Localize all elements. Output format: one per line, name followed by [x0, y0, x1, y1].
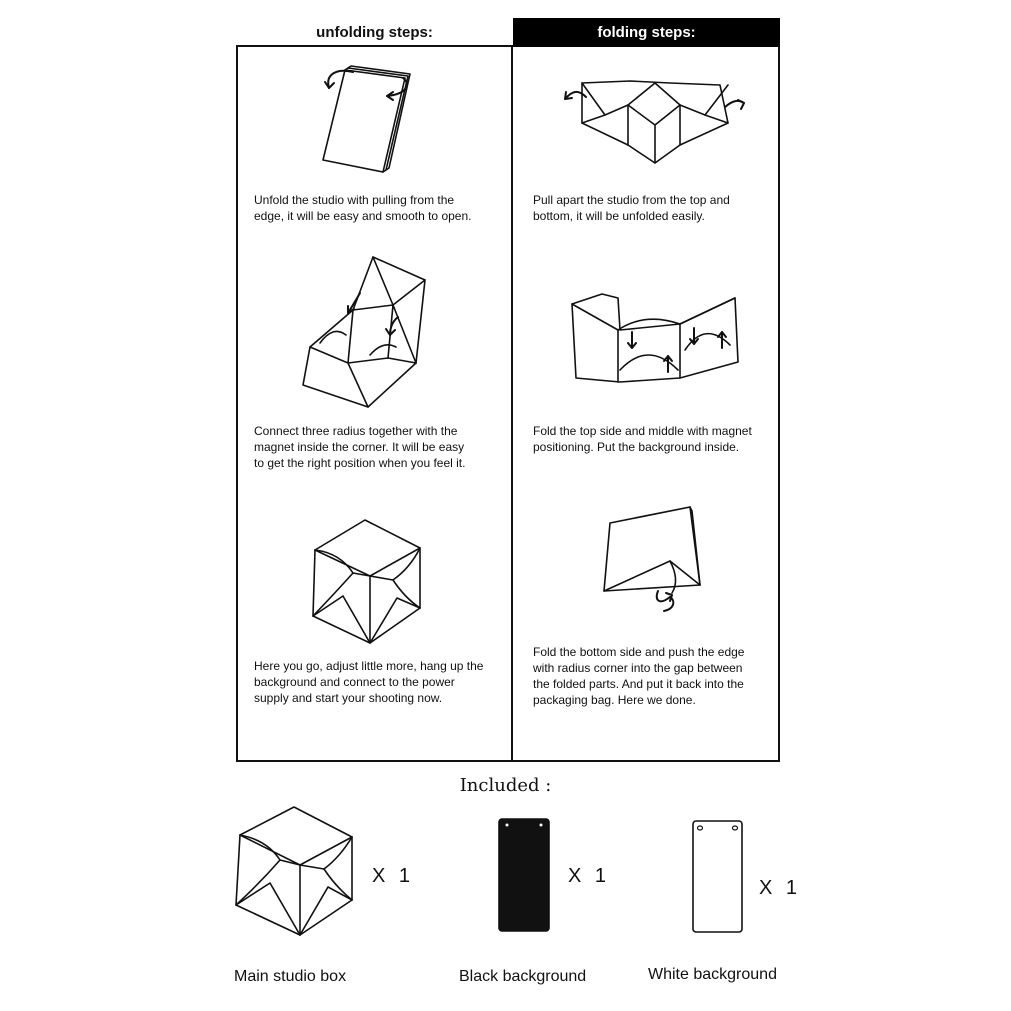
white-background-icon — [692, 820, 744, 935]
fold-step-2-illustration — [570, 290, 740, 385]
unfold-step-1-text: Unfold the studio with pulling from the edge, it will be easy and smooth to open. — [254, 193, 472, 223]
fold-step-1-text: Pull apart the studio from the top and bottom, it will be unfolded easily. — [533, 193, 730, 223]
studio-box-label: Main studio box — [234, 968, 347, 985]
fold-step-1-illustration — [560, 75, 750, 170]
unfold-step-2-text: Connect three radius together with the magnet inside the corner. It will be easy to get the right position when you feel it. — [254, 424, 466, 470]
studio-box-icon — [232, 805, 357, 940]
unfold-step-3-illustration — [305, 518, 425, 648]
unfold-step-1-illustration — [315, 62, 415, 177]
black-background-label: Black background — [459, 968, 587, 985]
unfold-step-3-text: Here you go, adjust little more, hang up the background and connect to the power supply and start your shooting now. — [254, 659, 484, 705]
column-divider — [511, 18, 513, 762]
white-background-qty: X 1 — [759, 877, 802, 899]
fold-step-2-text: Fold the top side and middle with magnet positioning. Put the background inside. — [533, 424, 752, 454]
fold-step-3-text: Fold the bottom side and push the edge with radius corner into the gap between the folded parts. And put it back into the packaging bag. Here we done. — [533, 645, 745, 707]
fold-step-3-illustration — [600, 505, 705, 615]
black-background-icon — [498, 818, 550, 933]
studio-box-qty: X 1 — [372, 865, 415, 887]
black-background-qty: X 1 — [568, 865, 611, 887]
white-background-label: White background — [648, 966, 777, 983]
unfold-step-2-illustration — [298, 255, 428, 410]
included-title: Included : — [459, 775, 552, 796]
folding-header: folding steps: — [513, 18, 780, 47]
unfolding-header: unfolding steps: — [236, 18, 513, 47]
